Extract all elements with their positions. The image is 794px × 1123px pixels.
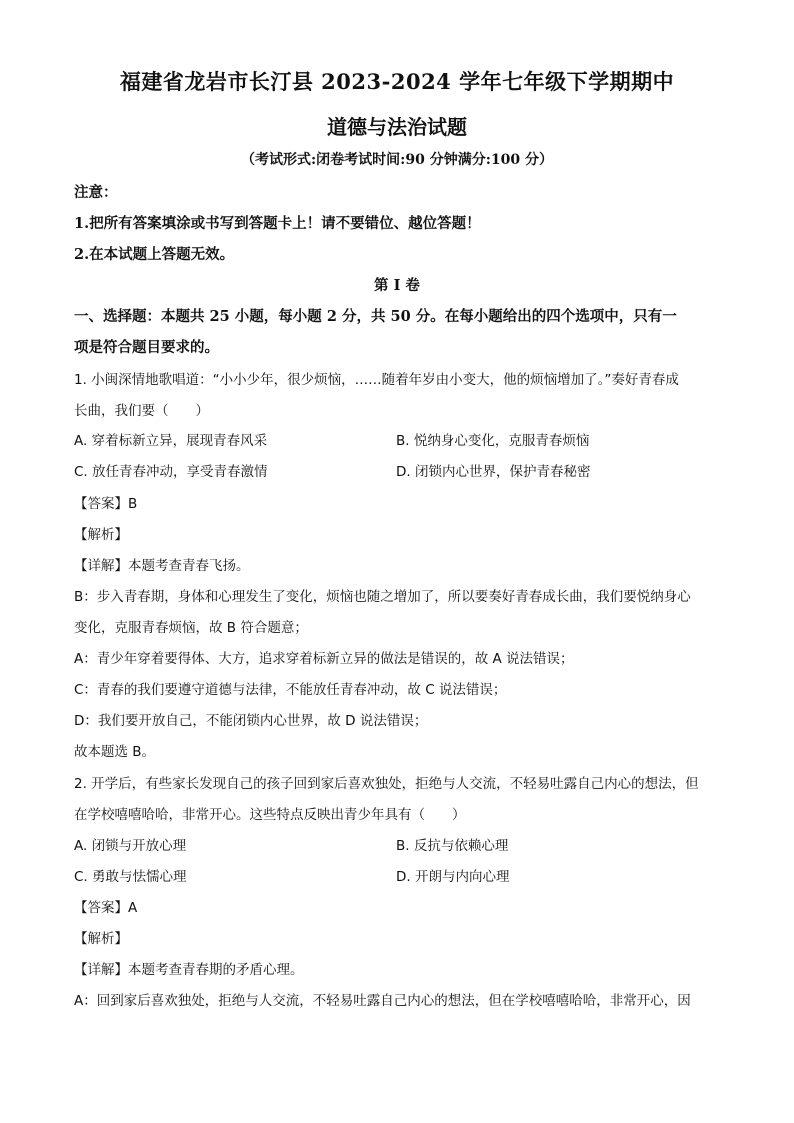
question-2-stem-line-2: 在学校嘻嘻哈哈，非常开心。这些特点反映出青少年具有（ ） — [74, 807, 466, 823]
question-2-detail: 【详解】本题考查青春期的矛盾心理。 — [74, 962, 304, 978]
section-instruction-line-2: 项是符合题目要求的。 — [74, 339, 219, 356]
question-1-answer: 【答案】B — [74, 496, 138, 512]
volume-heading: 第 I 卷 — [374, 277, 420, 294]
notice-item-2: 2.在本试题上答题无效。 — [74, 246, 235, 263]
question-1-option-c: C. 放任青春冲动，享受青春激情 — [74, 464, 268, 480]
question-1-stem-line-2: 长曲，我们要（ ） — [74, 403, 209, 419]
question-1-option-d: D. 闭锁内心世界，保护青春秘密 — [396, 464, 591, 480]
question-1-explanation-line: 变化，克服青春烦恼，故 B 符合题意； — [74, 620, 308, 636]
exam-info: （考试形式:闭卷考试时间:90 分钟满分:100 分） — [241, 152, 553, 168]
question-1-option-b: B. 悦纳身心变化，克服青春烦恼 — [396, 433, 590, 449]
question-1-explanation-line: B：步入青春期，身体和心理发生了变化，烦恼也随之增加了，所以要奏好青春成长曲，我们要悦纳身心 — [74, 589, 691, 605]
question-1-explanation-line: 故本题选 B。 — [74, 744, 156, 760]
question-1-explanation-line: C：青春的我们要遵守道德与法律，不能放任青春冲动，故 C 说法错误； — [74, 682, 507, 698]
question-1-explanation-line: A：青少年穿着要得体、大方，追求穿着标新立异的做法是错误的，故 A 说法错误； — [74, 651, 574, 667]
question-1-detail: 【详解】本题考查青春飞扬。 — [74, 558, 250, 574]
section-instruction-line-1: 一、选择题：本题共 25 小题，每小题 2 分，共 50 分。在每小题给出的四个选项中，只有一 — [74, 308, 677, 325]
exam-title: 福建省龙岩市长汀县 2023-2024 学年七年级下学期期中 — [119, 69, 675, 94]
question-2-option-c: C. 勇敢与怯懦心理 — [74, 869, 187, 885]
question-1-stem-line-1: 1. 小闽深情地歌唱道：“小小少年，很少烦恼，……随着年岁由小变大，他的烦恼增加了。”奏好青春成 — [74, 372, 679, 388]
question-2-option-b: B. 反抗与依赖心理 — [396, 838, 509, 854]
question-2-option-a: A. 闭锁与开放心理 — [74, 838, 187, 854]
notice-item-1: 1.把所有答案填涂或书写到答题卡上！请不要错位、越位答题！ — [74, 215, 481, 232]
question-1-analysis-label: 【解析】 — [74, 527, 128, 543]
question-2-analysis-label: 【解析】 — [74, 931, 128, 947]
question-2-stem-line-1: 2. 开学后，有些家长发现自己的孩子回到家后喜欢独处，拒绝与人交流，不轻易吐露自己内心的想法，但 — [74, 776, 699, 792]
exam-subject-title: 道德与法治试题 — [327, 115, 467, 139]
question-2-option-d: D. 开朗与内向心理 — [396, 869, 510, 885]
question-1-option-a: A. 穿着标新立异，展现青春风采 — [74, 433, 268, 449]
question-2-explanation-line: A：回到家后喜欢独处，拒绝与人交流，不轻易吐露自己内心的想法，但在学校嘻嘻哈哈，非常开心，因 — [74, 993, 691, 1009]
notice-label: 注意： — [74, 184, 118, 201]
question-1-explanation-line: D：我们要开放自己，不能闭锁内心世界，故 D 说法错误； — [74, 713, 428, 729]
question-2-answer: 【答案】A — [74, 900, 138, 916]
